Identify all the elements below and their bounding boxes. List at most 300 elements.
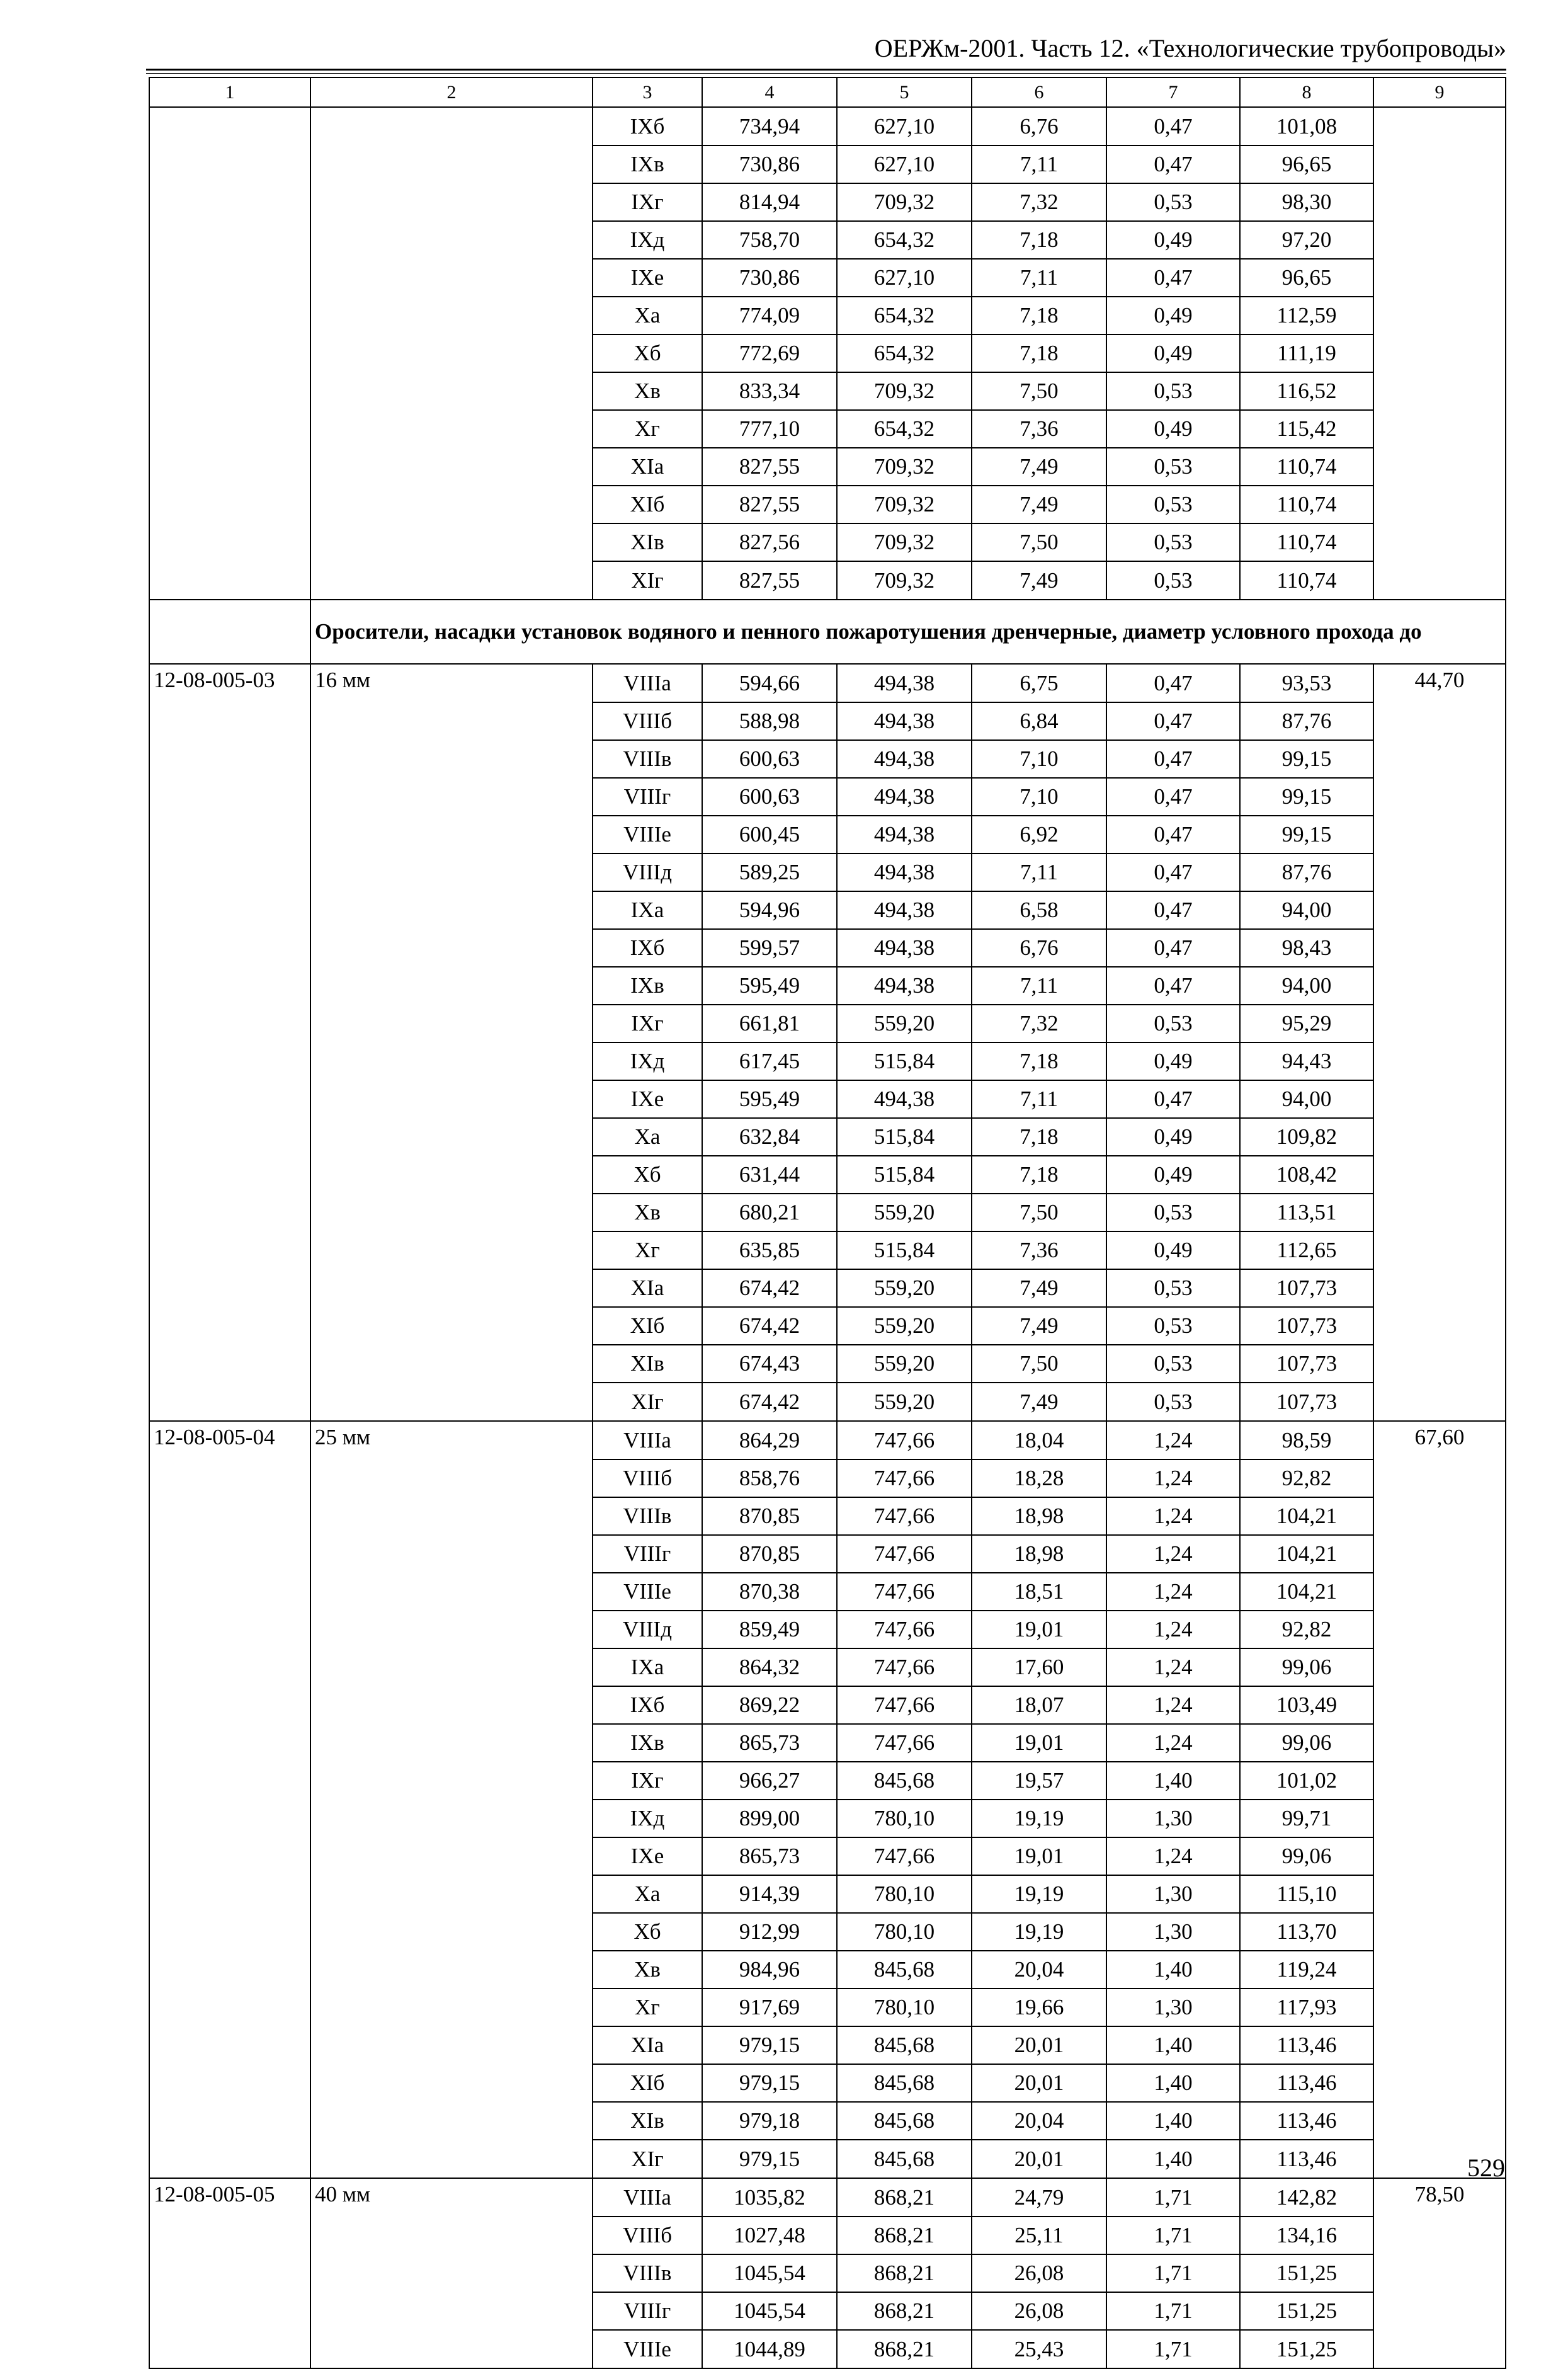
value-cell: XIа (593, 448, 702, 486)
value-cell: 7,49 (972, 486, 1106, 523)
value-cell: 18,04 (972, 1421, 1106, 1459)
col9-cell (1373, 410, 1506, 448)
value-cell: 7,11 (972, 146, 1106, 183)
value-cell: IXа (593, 891, 702, 929)
section-title: Оросители, насадки установок водяного и пенного пожаротушения дренчерные, диаметр условного прохода до (310, 600, 1506, 664)
col9-cell (1373, 146, 1506, 183)
section-row (149, 600, 1506, 664)
value-cell: IXг (593, 1005, 702, 1042)
value-cell: VIIIб (593, 1459, 702, 1497)
value-cell: 96,65 (1240, 146, 1373, 183)
diameter-cell (310, 372, 593, 410)
code-cell (149, 107, 310, 146)
code-cell (149, 1913, 310, 1951)
col9-cell (1373, 1535, 1506, 1573)
code-cell (149, 1459, 310, 1497)
value-cell: VIIIе (593, 1573, 702, 1611)
diameter-cell (310, 2102, 593, 2140)
value-cell: 0,53 (1106, 1194, 1240, 1231)
value-cell: XIб (593, 486, 702, 523)
col9-cell (1373, 1913, 1506, 1951)
value-cell: 1045,54 (702, 2254, 837, 2292)
code-cell (149, 740, 310, 778)
value-cell: 26,08 (972, 2292, 1106, 2330)
value-cell: 7,18 (972, 1042, 1106, 1080)
diameter-cell (310, 561, 593, 600)
value-cell: 747,66 (837, 1573, 972, 1611)
col9-cell (1373, 1573, 1506, 1611)
value-cell: 0,49 (1106, 410, 1240, 448)
value-cell: 0,47 (1106, 929, 1240, 967)
value-cell: 98,30 (1240, 183, 1373, 221)
code-cell (149, 1156, 310, 1194)
value-cell: 1,24 (1106, 1459, 1240, 1497)
diameter-cell (310, 1989, 593, 2026)
diameter-cell (310, 486, 593, 523)
table-row (149, 107, 1506, 146)
col9-cell: 44,70 (1373, 664, 1506, 702)
value-cell: VIIIб (593, 2217, 702, 2254)
value-cell: 19,19 (972, 1875, 1106, 1913)
value-cell: 494,38 (837, 702, 972, 740)
value-cell: IXб (593, 929, 702, 967)
code-cell (149, 1194, 310, 1231)
value-cell: 6,75 (972, 664, 1106, 702)
value-cell: 104,21 (1240, 1573, 1373, 1611)
value-cell: 772,69 (702, 334, 837, 372)
col9-cell (1373, 1875, 1506, 1913)
value-cell: 747,66 (837, 1686, 972, 1724)
col9-cell (1373, 448, 1506, 486)
code-cell (149, 778, 310, 816)
diameter-cell (310, 1307, 593, 1345)
code-cell (149, 1383, 310, 1421)
value-cell: 7,11 (972, 259, 1106, 297)
code-cell (149, 2292, 310, 2330)
value-cell: 112,59 (1240, 297, 1373, 334)
value-cell: 868,21 (837, 2217, 972, 2254)
code-cell (149, 372, 310, 410)
col9-cell (1373, 183, 1506, 221)
diameter-cell (310, 1611, 593, 1648)
table-row (149, 410, 1506, 448)
table-row (149, 1800, 1506, 1837)
value-cell: 18,98 (972, 1535, 1106, 1573)
col9-cell (1373, 1156, 1506, 1194)
value-cell: 747,66 (837, 1497, 972, 1535)
value-cell: XIг (593, 561, 702, 600)
col9-cell (1373, 1800, 1506, 1837)
value-cell: 0,47 (1106, 778, 1240, 816)
value-cell: 0,49 (1106, 221, 1240, 259)
code-cell (149, 853, 310, 891)
value-cell: 7,49 (972, 1383, 1106, 1421)
value-cell: 110,74 (1240, 561, 1373, 600)
value-cell: 113,46 (1240, 2140, 1373, 2178)
value-cell: IXе (593, 1080, 702, 1118)
value-cell: 95,29 (1240, 1005, 1373, 1042)
diameter-cell (310, 1724, 593, 1762)
code-cell (149, 334, 310, 372)
value-cell: 979,15 (702, 2026, 837, 2064)
table-row (149, 1837, 1506, 1875)
value-cell: 99,15 (1240, 816, 1373, 853)
col9-cell (1373, 1951, 1506, 1989)
code-cell: 12-08-005-04 (149, 1421, 310, 1459)
rates-table-body (149, 77, 1506, 2368)
column-number: 7 (1106, 77, 1240, 107)
diameter-cell (310, 1497, 593, 1535)
value-cell: 19,66 (972, 1989, 1106, 2026)
column-number: 3 (593, 77, 702, 107)
table-row (149, 1724, 1506, 1762)
value-cell: 827,55 (702, 561, 837, 600)
value-cell: 0,47 (1106, 816, 1240, 853)
diameter-cell (310, 1459, 593, 1497)
value-cell: 1,71 (1106, 2292, 1240, 2330)
value-cell: 709,32 (837, 561, 972, 600)
value-cell: 110,74 (1240, 486, 1373, 523)
value-cell: Xв (593, 1194, 702, 1231)
code-cell (149, 1686, 310, 1724)
table-row (149, 2254, 1506, 2292)
value-cell: VIIIв (593, 1497, 702, 1535)
diameter-cell (310, 853, 593, 891)
value-cell: 734,94 (702, 107, 837, 146)
diameter-cell (310, 1042, 593, 1080)
value-cell: 0,47 (1106, 967, 1240, 1005)
value-cell: IXб (593, 1686, 702, 1724)
value-cell: 98,59 (1240, 1421, 1373, 1459)
value-cell: XIг (593, 1383, 702, 1421)
value-cell: 7,32 (972, 183, 1106, 221)
value-cell: 104,21 (1240, 1535, 1373, 1573)
value-cell: 113,46 (1240, 2064, 1373, 2102)
section-empty-cell (149, 600, 310, 664)
value-cell: 1044,89 (702, 2330, 837, 2368)
value-cell: 845,68 (837, 1762, 972, 1800)
code-cell (149, 1837, 310, 1875)
code-cell (149, 561, 310, 600)
value-cell: 19,01 (972, 1611, 1106, 1648)
code-cell: 12-08-005-05 (149, 2178, 310, 2217)
value-cell: 113,70 (1240, 1913, 1373, 1951)
value-cell: 18,07 (972, 1686, 1106, 1724)
value-cell: 20,01 (972, 2026, 1106, 2064)
table-row (149, 1005, 1506, 1042)
code-cell (149, 2254, 310, 2292)
table-row (149, 740, 1506, 778)
value-cell: 559,20 (837, 1383, 972, 1421)
value-cell: 588,98 (702, 702, 837, 740)
value-cell: XIб (593, 1307, 702, 1345)
column-number: 2 (310, 77, 593, 107)
value-cell: 680,21 (702, 1194, 837, 1231)
value-cell: 627,10 (837, 146, 972, 183)
value-cell: 865,73 (702, 1724, 837, 1762)
value-cell: 780,10 (837, 1875, 972, 1913)
column-number: 1 (149, 77, 310, 107)
value-cell: 635,85 (702, 1231, 837, 1269)
code-cell (149, 448, 310, 486)
code-cell (149, 1345, 310, 1383)
value-cell: 111,19 (1240, 334, 1373, 372)
code-cell (149, 1875, 310, 1913)
diameter-cell (310, 1762, 593, 1800)
diameter-cell (310, 1118, 593, 1156)
diameter-cell: 16 мм (310, 664, 593, 702)
value-cell: 674,42 (702, 1307, 837, 1345)
value-cell: 1,40 (1106, 1951, 1240, 1989)
code-cell (149, 2217, 310, 2254)
col9-cell (1373, 1194, 1506, 1231)
value-cell: 115,42 (1240, 410, 1373, 448)
value-cell: 827,56 (702, 523, 837, 561)
col9-cell (1373, 259, 1506, 297)
col9-cell (1373, 334, 1506, 372)
diameter-cell (310, 1345, 593, 1383)
table-row (149, 1875, 1506, 1913)
value-cell: 730,86 (702, 146, 837, 183)
value-cell: 109,82 (1240, 1118, 1373, 1156)
value-cell: 142,82 (1240, 2178, 1373, 2217)
value-cell: 0,49 (1106, 297, 1240, 334)
code-cell (149, 929, 310, 967)
value-cell: Xв (593, 372, 702, 410)
value-cell: 845,68 (837, 2140, 972, 2178)
value-cell: 7,18 (972, 1156, 1106, 1194)
code-cell (149, 1724, 310, 1762)
value-cell: 99,15 (1240, 778, 1373, 816)
table-row (149, 183, 1506, 221)
value-cell: 494,38 (837, 929, 972, 967)
value-cell: 25,11 (972, 2217, 1106, 2254)
value-cell: 845,68 (837, 2064, 972, 2102)
value-cell: 858,76 (702, 1459, 837, 1497)
table-row (149, 1459, 1506, 1497)
col9-cell (1373, 1005, 1506, 1042)
value-cell: 780,10 (837, 1913, 972, 1951)
table-row (149, 372, 1506, 410)
value-cell: 151,25 (1240, 2254, 1373, 2292)
table-row (149, 486, 1506, 523)
value-cell: 18,28 (972, 1459, 1106, 1497)
code-cell (149, 1497, 310, 1535)
value-cell: 1,24 (1106, 1573, 1240, 1611)
value-cell: 595,49 (702, 1080, 837, 1118)
value-cell: 92,82 (1240, 1611, 1373, 1648)
value-cell: 1,40 (1106, 2026, 1240, 2064)
value-cell: 1,24 (1106, 1535, 1240, 1573)
value-cell: Xб (593, 1913, 702, 1951)
col9-cell (1373, 702, 1506, 740)
value-cell: 0,47 (1106, 259, 1240, 297)
value-cell: 99,06 (1240, 1837, 1373, 1875)
diameter-cell (310, 1194, 593, 1231)
value-cell: 559,20 (837, 1307, 972, 1345)
table-row (149, 1383, 1506, 1421)
code-cell (149, 702, 310, 740)
table-row (149, 259, 1506, 297)
diameter-cell (310, 967, 593, 1005)
table-row (149, 1231, 1506, 1269)
col9-cell (1373, 1307, 1506, 1345)
col9-cell (1373, 486, 1506, 523)
diameter-cell (310, 1535, 593, 1573)
value-cell: 774,09 (702, 297, 837, 334)
value-cell: 113,51 (1240, 1194, 1373, 1231)
rates-table (149, 77, 1506, 2369)
code-cell (149, 1231, 310, 1269)
code-cell (149, 1005, 310, 1042)
value-cell: 0,49 (1106, 334, 1240, 372)
table-row (149, 297, 1506, 334)
table-row (149, 1686, 1506, 1724)
column-number: 6 (972, 77, 1106, 107)
value-cell: VIIIе (593, 2330, 702, 2368)
diameter-cell (310, 2140, 593, 2178)
table-row (149, 523, 1506, 561)
code-cell (149, 1800, 310, 1837)
value-cell: 1027,48 (702, 2217, 837, 2254)
value-cell: 99,06 (1240, 1648, 1373, 1686)
col9-cell (1373, 1686, 1506, 1724)
value-cell: 747,66 (837, 1459, 972, 1497)
value-cell: 599,57 (702, 929, 837, 967)
table-row (149, 1989, 1506, 2026)
code-cell (149, 1611, 310, 1648)
value-cell: 1,40 (1106, 2140, 1240, 2178)
value-cell: VIIIа (593, 2178, 702, 2217)
value-cell: 93,53 (1240, 664, 1373, 702)
value-cell: 134,16 (1240, 2217, 1373, 2254)
table-row (149, 1573, 1506, 1611)
value-cell: 1,40 (1106, 2064, 1240, 2102)
diameter-cell (310, 2026, 593, 2064)
value-cell: 747,66 (837, 1611, 972, 1648)
value-cell: 1,71 (1106, 2330, 1240, 2368)
value-cell: 747,66 (837, 1724, 972, 1762)
col9-cell (1373, 1080, 1506, 1118)
value-cell: 18,51 (972, 1573, 1106, 1611)
value-cell: 845,68 (837, 1951, 972, 1989)
value-cell: 979,15 (702, 2140, 837, 2178)
col9-cell (1373, 1459, 1506, 1497)
code-cell (149, 2026, 310, 2064)
value-cell: 0,53 (1106, 1269, 1240, 1307)
value-cell: 0,53 (1106, 561, 1240, 600)
value-cell: 7,50 (972, 1345, 1106, 1383)
value-cell: 559,20 (837, 1194, 972, 1231)
col9-cell (1373, 1269, 1506, 1307)
code-cell (149, 410, 310, 448)
value-cell: 1,71 (1106, 2178, 1240, 2217)
value-cell: IXд (593, 1800, 702, 1837)
value-cell: 0,53 (1106, 1005, 1240, 1042)
diameter-cell (310, 1686, 593, 1724)
table-row (149, 778, 1506, 816)
diameter-cell (310, 1951, 593, 1989)
value-cell: 589,25 (702, 853, 837, 891)
value-cell: Xг (593, 1231, 702, 1269)
value-cell: 617,45 (702, 1042, 837, 1080)
code-cell (149, 523, 310, 561)
diameter-cell (310, 1080, 593, 1118)
col9-cell (1373, 2292, 1506, 2330)
value-cell: 827,55 (702, 486, 837, 523)
table-row (149, 1042, 1506, 1080)
value-cell: 559,20 (837, 1005, 972, 1042)
value-cell: 559,20 (837, 1345, 972, 1383)
value-cell: 7,18 (972, 334, 1106, 372)
value-cell: 494,38 (837, 1080, 972, 1118)
table-row (149, 2102, 1506, 2140)
value-cell: 1,71 (1106, 2217, 1240, 2254)
table-row (149, 1535, 1506, 1573)
code-cell (149, 816, 310, 853)
code-cell (149, 1042, 310, 1080)
value-cell: 115,10 (1240, 1875, 1373, 1913)
code-cell (149, 146, 310, 183)
value-cell: 0,47 (1106, 1080, 1240, 1118)
diameter-cell (310, 2292, 593, 2330)
value-cell: 747,66 (837, 1648, 972, 1686)
value-cell: 7,18 (972, 1118, 1106, 1156)
value-cell: 0,53 (1106, 448, 1240, 486)
table-row (149, 1194, 1506, 1231)
value-cell: 709,32 (837, 183, 972, 221)
table-row (149, 146, 1506, 183)
diameter-cell (310, 1156, 593, 1194)
diameter-cell (310, 891, 593, 929)
value-cell: 600,63 (702, 740, 837, 778)
code-cell (149, 1269, 310, 1307)
col9-cell (1373, 2254, 1506, 2292)
value-cell: 19,57 (972, 1762, 1106, 1800)
value-cell: 101,08 (1240, 107, 1373, 146)
diameter-cell (310, 1837, 593, 1875)
diameter-cell (310, 1573, 593, 1611)
value-cell: 864,29 (702, 1421, 837, 1459)
value-cell: 758,70 (702, 221, 837, 259)
value-cell: 0,47 (1106, 146, 1240, 183)
table-row (149, 1269, 1506, 1307)
diameter-cell (310, 221, 593, 259)
code-cell (149, 1080, 310, 1118)
value-cell: 833,34 (702, 372, 837, 410)
value-cell: 117,93 (1240, 1989, 1373, 2026)
value-cell: 709,32 (837, 523, 972, 561)
value-cell: 7,50 (972, 523, 1106, 561)
value-cell: IXе (593, 259, 702, 297)
col9-cell (1373, 1345, 1506, 1383)
value-cell: Xв (593, 1951, 702, 1989)
value-cell: 99,15 (1240, 740, 1373, 778)
value-cell: 494,38 (837, 816, 972, 853)
table-row (149, 929, 1506, 967)
code-cell (149, 183, 310, 221)
value-cell: 966,27 (702, 1762, 837, 1800)
diameter-cell (310, 816, 593, 853)
value-cell: 654,32 (837, 297, 972, 334)
value-cell: 780,10 (837, 1989, 972, 2026)
value-cell: 912,99 (702, 1913, 837, 1951)
value-cell: XIв (593, 1345, 702, 1383)
value-cell: 979,15 (702, 2064, 837, 2102)
value-cell: 94,00 (1240, 1080, 1373, 1118)
value-cell: 7,36 (972, 410, 1106, 448)
diameter-cell (310, 183, 593, 221)
